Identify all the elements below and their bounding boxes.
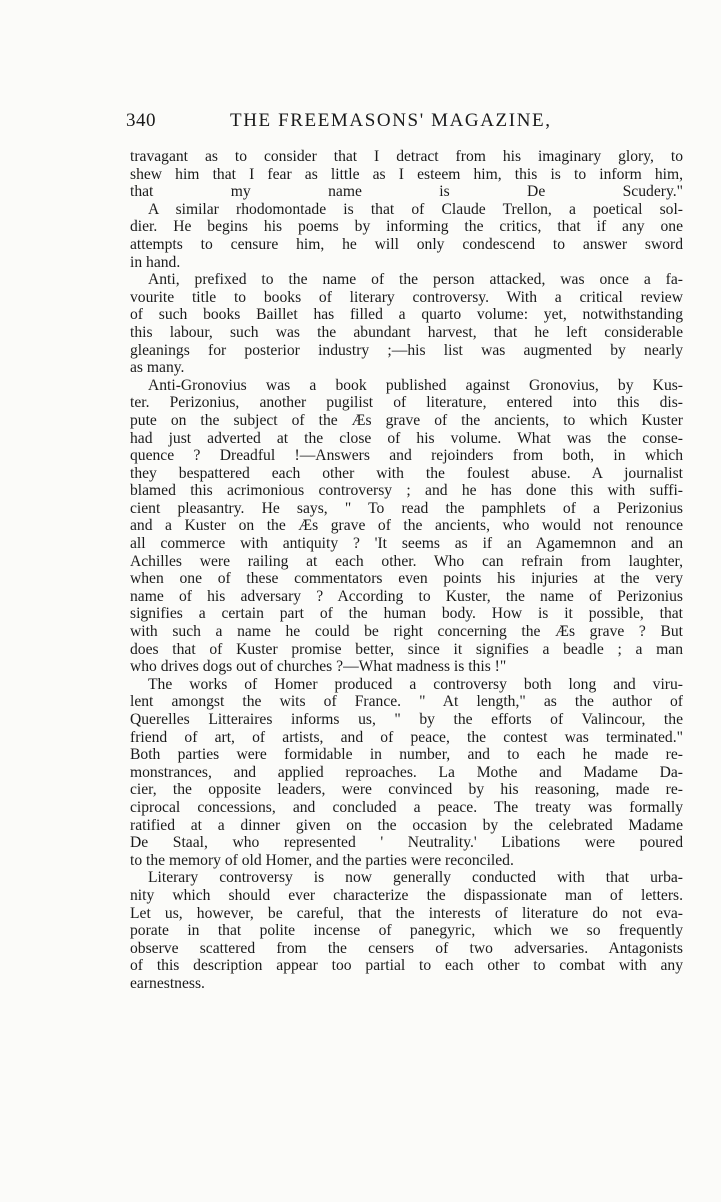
text-line: ter. Perizonius, another pugilist of literature, entered into this dis- [130, 394, 683, 412]
text-line: shew him that I fear as little as I esteem him, this is to inform him, [130, 165, 683, 183]
text-line: The works of Homer produced a controversy both long and viru- [148, 675, 683, 693]
body-text [130, 148, 683, 993]
text-line: Querelles Litteraires informs us, " by the efforts of Valincour, the [130, 711, 683, 728]
text-line: De Staal, who represented ' Neutrality.' Libations were poured [130, 834, 683, 852]
text-line: with such a name he could be right concerning the Æs grave ? But [130, 623, 683, 641]
text-line: vourite title to books of literary controversy. With a critical review [130, 288, 683, 306]
text-line: they bespattered each other with the foulest abuse. A journalist [130, 464, 683, 482]
text-line: who drives dogs out of churches ?—What madness is this !" [130, 658, 507, 676]
text-line: porate in that polite incense of panegyric, which we so frequently [130, 922, 683, 940]
text-line: in hand. [130, 253, 181, 271]
text-line: of this description appear too partial to each other to combat with any [130, 957, 683, 975]
running-title: THE FREEMASONS' MAGAZINE, [230, 110, 552, 131]
text-line: gleanings for posterior industry ;—his list was augmented by nearly [130, 341, 683, 359]
text-line: cier, the opposite leaders, were convinced by his reasoning, made re- [130, 781, 683, 799]
text-line: attempts to censure him, he will only condescend to answer sword [130, 235, 683, 253]
page-number: 340 [126, 110, 156, 131]
text-line: Anti-Gronovius was a book published against Gronovius, by Kus- [148, 376, 683, 394]
text-line: this labour, such was the abundant harvest, that he left considerable [130, 323, 683, 341]
text-line: Let us, however, be careful, that the interests of literature do not eva- [130, 904, 683, 922]
text-line: friend of art, of artists, and of peace, the contest was terminated." [130, 728, 683, 746]
text-line: when one of these commentators even points his injuries at the very [130, 570, 683, 588]
text-line: ratified at a dinner given on the occasion by the celebrated Madame [130, 816, 683, 834]
text-line: nity which should ever characterize the dispassionate man of letters. [130, 886, 683, 904]
text-line: dier. He begins his poems by informing the critics, that if any one [130, 218, 683, 236]
text-line: pute on the subject of the Æs grave of the ancients, to which Kuster [130, 411, 683, 429]
text-line: lent amongst the wits of France. " At length," as the author of [130, 693, 683, 711]
text-line: travagant as to consider that I detract from his imaginary glory, to [130, 148, 683, 165]
text-line: as many. [130, 359, 185, 377]
text-line: that my name is De Scudery." [130, 183, 683, 201]
text-line: Achilles were railing at each other. Who can refrain from laughter, [130, 552, 683, 570]
text-line: ciprocal concessions, and concluded a peace. The treaty was formally [130, 798, 683, 816]
text-line: quence ? Dreadful !—Answers and rejoinders from both, in which [130, 447, 683, 465]
text-line: monstrances, and applied reproaches. La Mothe and Madame Da- [130, 763, 683, 781]
text-line: Anti, prefixed to the name of the person attacked, was once a fa- [148, 271, 683, 289]
text-line: and a Kuster on the Æs grave of the ancients, who would not renounce [130, 517, 683, 535]
text-line: Both parties were formidable in number, and to each he made re- [130, 746, 683, 764]
text-line: Literary controversy is now generally conducted with that urba- [148, 869, 683, 887]
text-line: to the memory of old Homer, and the parties were reconciled. [130, 851, 514, 869]
text-line: name of his adversary ? According to Kuster, the name of Perizonius [130, 587, 683, 605]
text-line: A similar rhodomontade is that of Claude Trellon, a poetical sol- [148, 200, 683, 218]
text-line: cient pleasantry. He says, " To read the pamphlets of a Perizonius [130, 499, 683, 517]
text-line: does that of Kuster promise better, since it signifies a beadle ; a man [130, 640, 683, 658]
text-line: of such books Baillet has filled a quarto volume: yet, notwithstanding [130, 306, 683, 324]
text-line: had just adverted at the close of his volume. What was the conse- [130, 429, 683, 447]
text-line: observe scattered from the censers of two adversaries. Antagonists [130, 939, 683, 957]
page-header [126, 110, 686, 138]
text-line: earnestness. [130, 974, 205, 992]
text-line: all commerce with antiquity ? 'It seems as if an Agamemnon and an [130, 535, 683, 553]
text-line: signifies a certain part of the human body. How is it possible, that [130, 605, 683, 623]
text-line: blamed this acrimonious controversy ; and he has done this with suffi- [130, 482, 683, 500]
